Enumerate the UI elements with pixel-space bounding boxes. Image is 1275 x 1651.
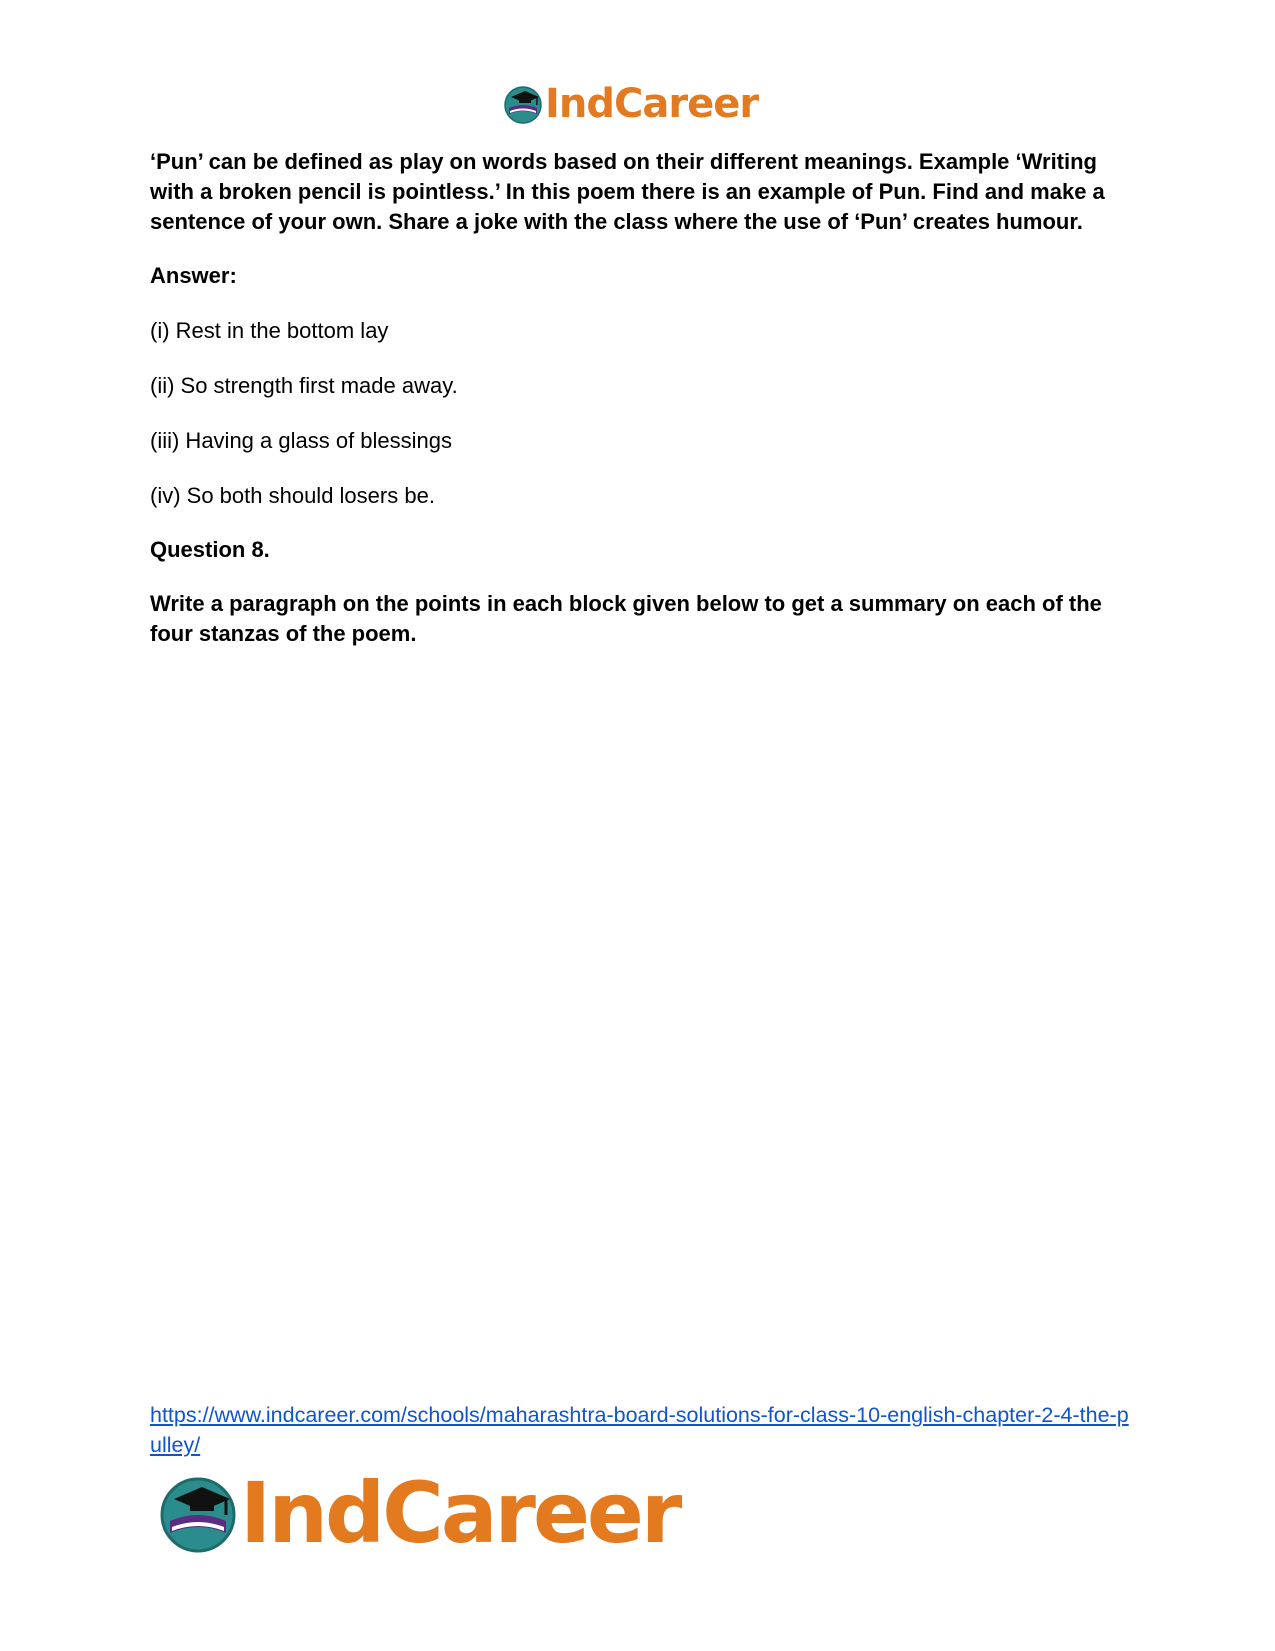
logo-emblem-icon <box>503 84 543 124</box>
question-text: ‘Pun’ can be defined as play on words based on their different meanings. Example ‘Writing with a broken pencil is pointless.’ In this poem there is an example of Pun. Find and make a sentence of your own. Share a joke with the class where the use of ‘Pun’ creates humour. <box>150 149 1105 234</box>
answer-heading: Answer: <box>150 263 237 288</box>
header-logo-text: IndCareer <box>545 81 759 127</box>
document-content <box>150 147 1130 649</box>
footer-logo <box>158 1464 680 1562</box>
question-8-text: Write a paragraph on the points in each block given below to get a summary on each of the four stanzas of the poem. <box>150 591 1102 646</box>
footer-logo-text: IndCareer <box>240 1464 680 1562</box>
footer-logo-emblem-icon <box>158 1473 238 1553</box>
answer-item-1: (i) Rest in the bottom lay <box>150 318 389 343</box>
answer-item-3: (iii) Having a glass of blessings <box>150 428 453 453</box>
question-8-heading: Question 8. <box>150 537 270 562</box>
header-logo <box>503 80 758 128</box>
answer-item-2: (ii) So strength first made away. <box>150 373 458 398</box>
source-link[interactable]: https://www.indcareer.com/schools/maharashtra-board-solutions-for-class-10-english-chapter-2-4-the-pulley/ <box>150 1403 1129 1457</box>
answer-item-4: (iv) So both should losers be. <box>150 483 435 508</box>
